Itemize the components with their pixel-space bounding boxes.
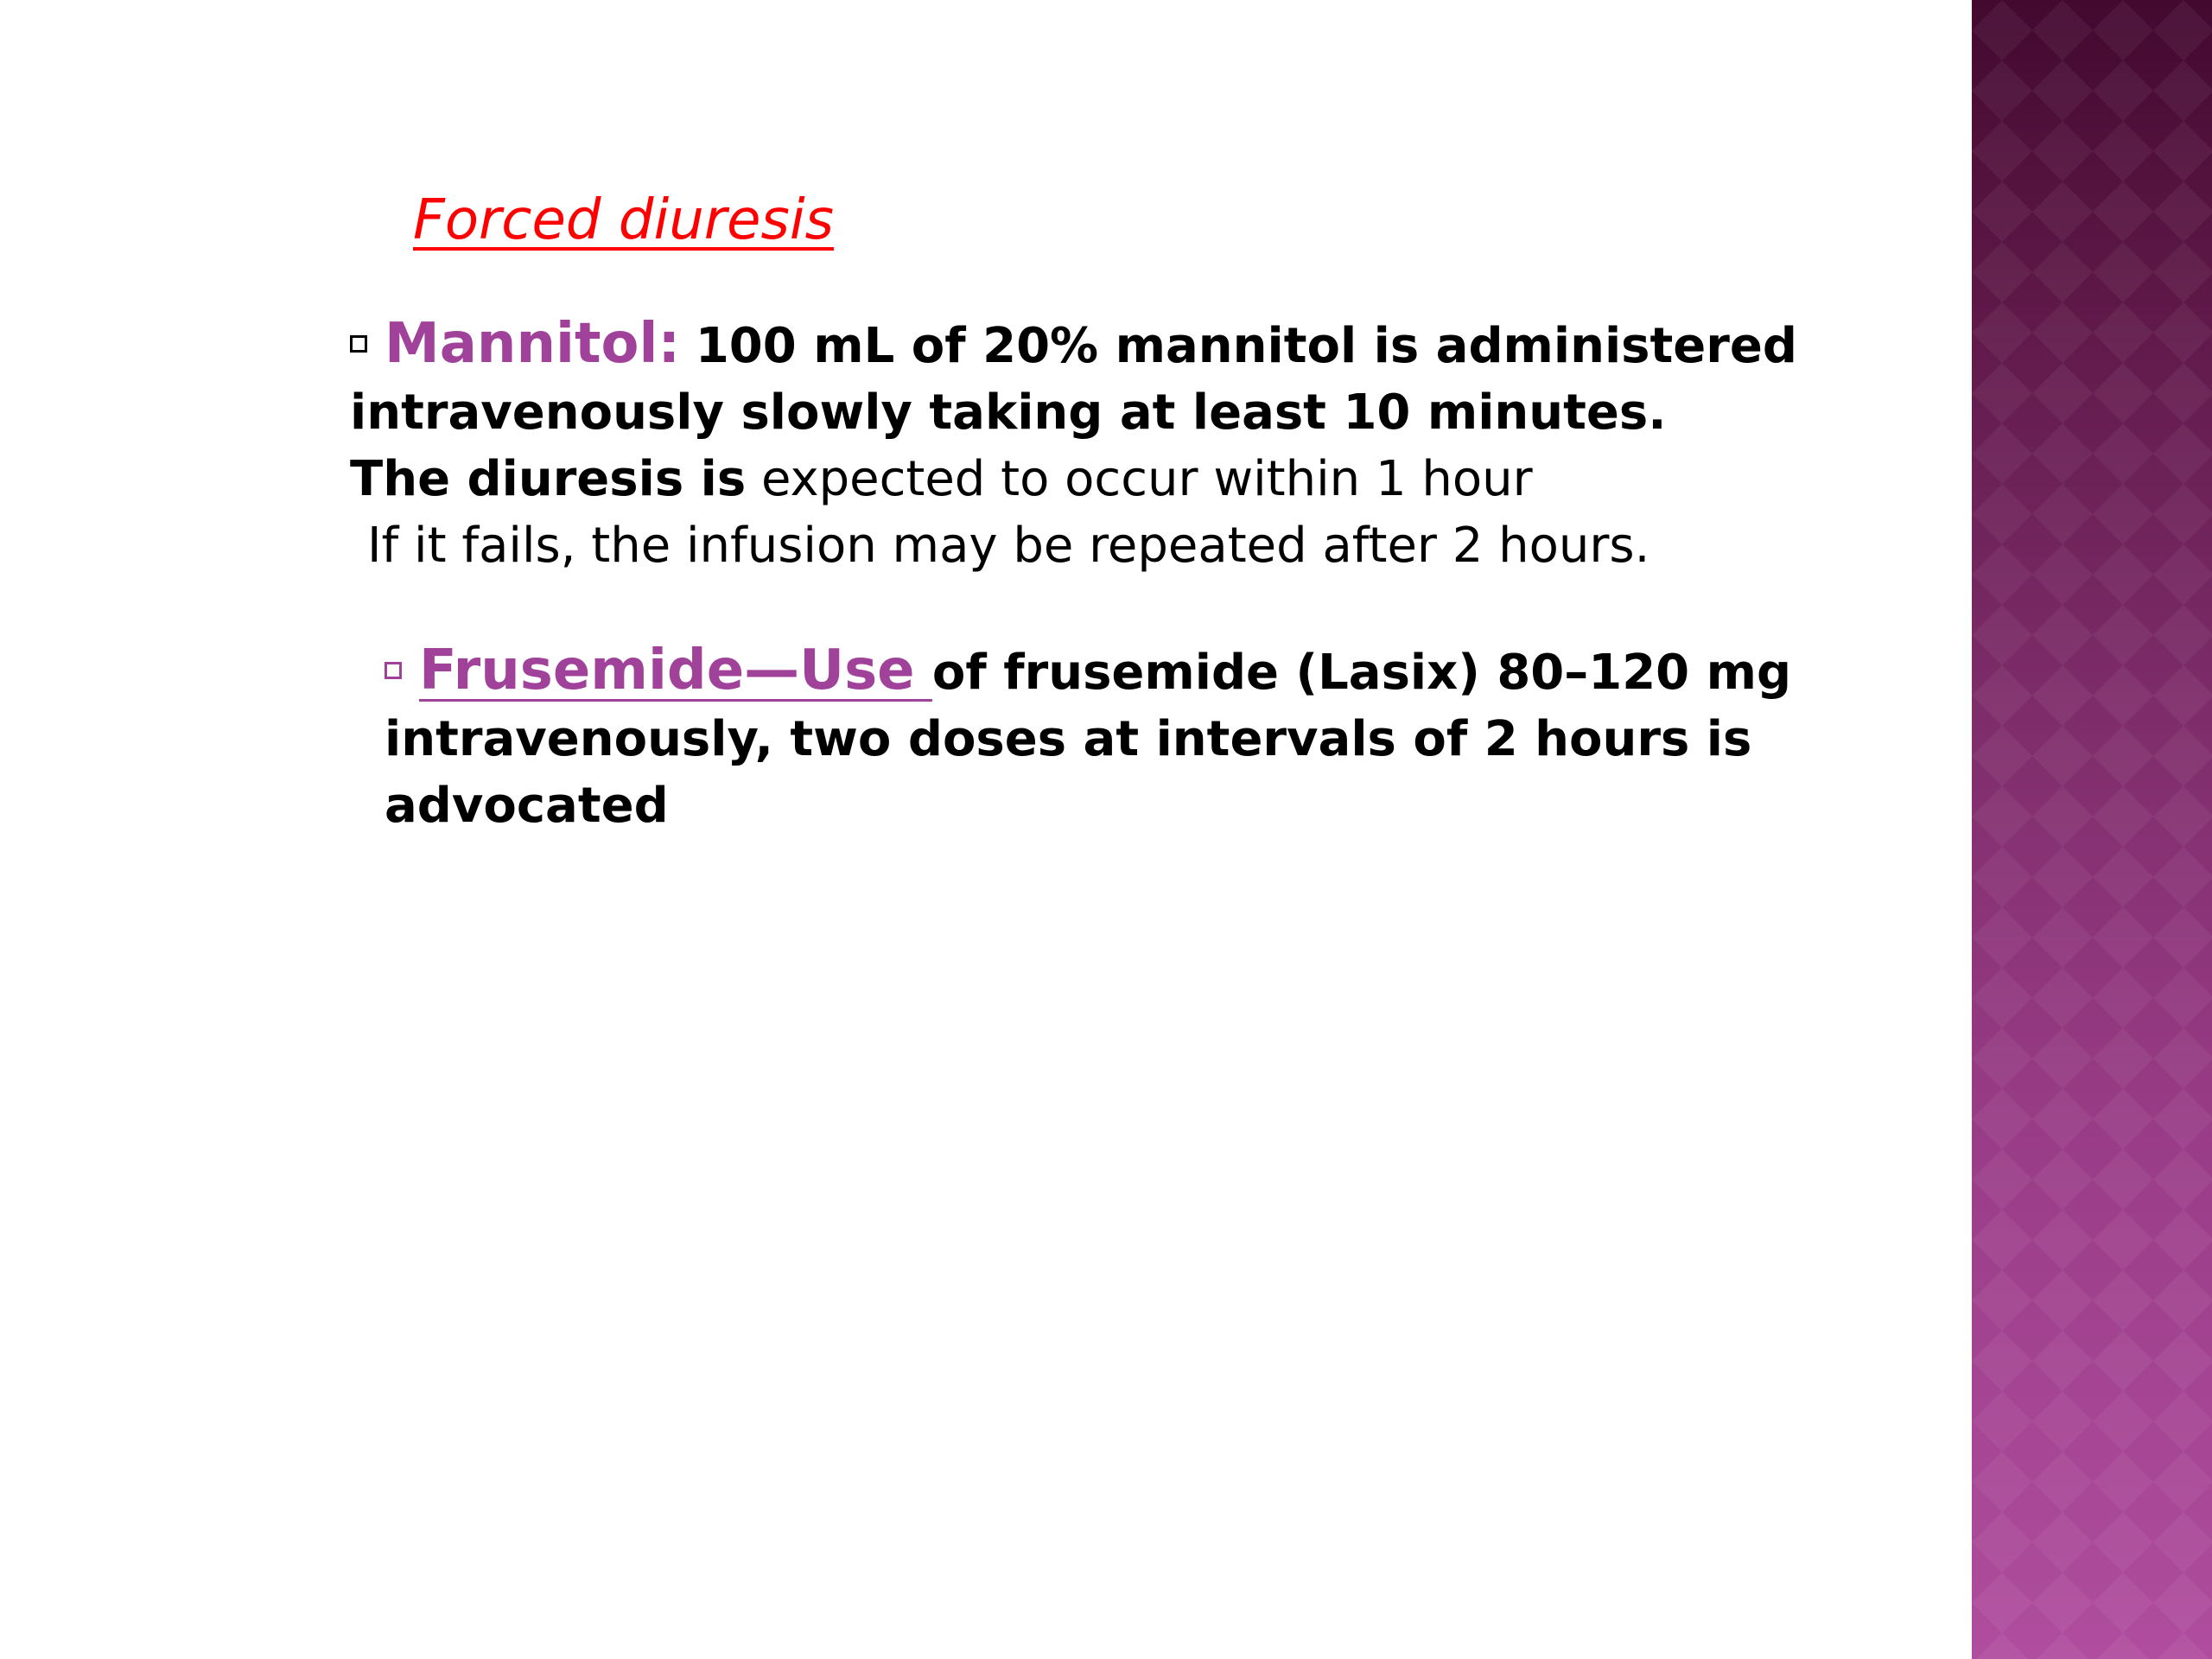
frusemide-paragraph xyxy=(385,638,1791,839)
frusemide-heading xyxy=(385,639,932,702)
mannitol-line-2: intravenously slowly taking at least 10 minutes. xyxy=(350,385,1667,441)
mannitol-label: Mannitol: xyxy=(385,312,681,376)
frusemide-line-1-text: of frusemide (Lasix) 80–120 mg xyxy=(931,645,1792,701)
decorative-side-band xyxy=(1972,0,2212,1659)
frusemide-line-3: advocated xyxy=(385,778,669,834)
mannitol-line-3 xyxy=(350,446,1797,512)
mannitol-line-1-text: 100 mL of 20% mannitol is administered xyxy=(695,318,1797,374)
slide-title: Forced diuresis xyxy=(413,188,834,252)
mannitol-line-3-regular: expected to occur within 1 hour xyxy=(760,451,1533,507)
diamond-pattern-icon xyxy=(1972,0,2212,1659)
mannitol-line-1 xyxy=(350,311,1797,379)
frusemide-label: Frusemide—Use xyxy=(419,639,915,702)
mannitol-line-4: If it fails, the infusion may be repeated after 2 hours. xyxy=(367,518,1650,574)
mannitol-line-3-bold: The diuresis is xyxy=(350,451,747,507)
square-bullet-icon xyxy=(350,335,367,353)
square-bullet-icon xyxy=(385,662,402,679)
mannitol-paragraph xyxy=(350,311,1797,579)
frusemide-line-1 xyxy=(385,638,1791,706)
frusemide-line-2: intravenously, two doses at intervals of 2 hours is xyxy=(385,711,1752,767)
